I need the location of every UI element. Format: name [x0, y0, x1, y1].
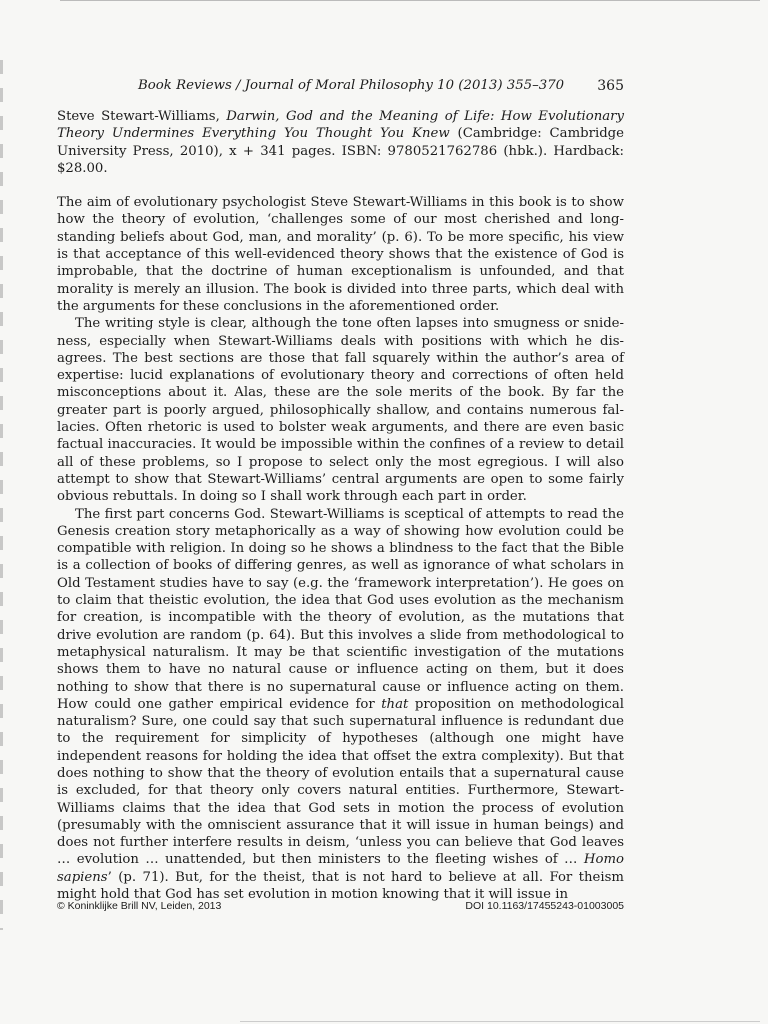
scan-left-edge	[0, 60, 3, 930]
book-author: Steve Stewart-Williams,	[57, 109, 227, 124]
doi: DOI 10.1163/17455243-01003005	[465, 900, 624, 912]
book-publication: (Cambridge: Cambridge University Press, 2010), x + 341 pages. ISBN: 9780521762786 (hbk.). Hardback: $28.00.	[57, 126, 625, 176]
paragraph-2: The writing style is clear, although the tone often lapses into smugness or snideness, especially when Stewart-Williams deals with positions with which he disagrees. The best sections are those that fall squarely within the author’s area of expertise: lucid explanations of evolutionary theory and corrections of often held misconceptions about it. Alas, these are the sole merits of the book. By far the greater part is poorly argued, philosophically shallow, and contains numerous fallacies. Often rhetoric is used to bolster weak arguments, and there are even basic factual inaccuracies. It would be impossible within the confines of a review to detail all of these problems, so I propose to select only the most egregious. I will also attempt to show that Stewart-Williams’ central arguments are open to some fairly obvious rebuttals. In doing so I shall work through each part in order.	[57, 316, 624, 505]
paragraph-3-text-c: ’ (p. 71). But, for the theist, that is not hard to believe at all. For theism might hold that God has set evolution in motion knowing that it will issue in	[57, 869, 624, 903]
bibliographic-entry	[57, 108, 624, 177]
paragraph-3-emphasis-homo-sapiens: Homo sapiens	[57, 852, 624, 885]
running-head-title: Book Reviews / Journal of Moral Philosophy 10 (2013) 355–370	[138, 78, 565, 93]
review-body	[57, 108, 624, 903]
paragraph-3-text-b: proposition on methodological naturalism? Sure, one could say that such supernatural influence is redundant due to the requirement for simplicity of hypotheses (although one might have independent reasons for holding the idea that offset the extra complexity). But that does nothing to show that the theory of evolution entails that a supernatural cause is excluded, for that theory only covers natural entities. Furthermore, Stewart-Williams claims that the idea that God sets in motion the process of evolution (presumably with the omniscient assurance that it will issue in human beings) and does not further interfere results in deism, ‘unless you can believe that God leaves … evolution … unattended, but then ministers to the fleeting wishes of …	[57, 696, 624, 868]
paragraph-3-text-a: The first part concerns God. Stewart-Williams is sceptical of attempts to read the Genesis creation story metaphorically as a way of showing how evolution could be compatible with religion. In doing so he shows a blindness to the fact that the Bible is a collection of books of differing genres, as well as ignorance of what scholars in Old Testament studies have to say (e.g. the ‘framework interpretation’). He goes on to claim that theistic evolution, the idea that God uses evolution as the mechanism for creation, is incompatible with the theory of evolution, as the mutations that drive evolution are random (p. 64). But this involves a slide from methodological to metaphysical naturalism. It may be that scientific investigation of the mutations shows them to have no natural cause or influence acting on them, but it does nothing to show that there is no supernatural cause or influence acting on them. How could one gather empirical evidence for	[57, 506, 624, 712]
paragraph-3-emphasis-that: that	[381, 696, 409, 712]
book-title: Darwin, God and the Meaning of Life: How Evolutionary Theory Undermines Everything You Thought You Knew	[57, 109, 624, 142]
copyright-notice: © Koninklijke Brill NV, Leiden, 2013	[57, 900, 222, 912]
paragraph-1: The aim of evolutionary psychologist Steve Stewart-Williams in this book is to show how the theory of evolution, ‘challenges some of our most cherished and long-standing beliefs about God, man, and morality’ (p. 6). To be more specific, his view is that acceptance of this well-evidenced theory shows that the existence of God is improbable, that the doctrine of human exceptionalism is unfounded, and that morality is merely an illusion. The book is divided into three parts, which deal with the arguments for these conclusions in the aforementioned order.	[57, 195, 624, 314]
paragraph-3	[57, 506, 624, 904]
scan-bottom-rule	[240, 1021, 760, 1022]
scan-top-rule	[60, 0, 760, 1]
running-head	[58, 78, 624, 98]
page-number: 365	[597, 78, 624, 94]
